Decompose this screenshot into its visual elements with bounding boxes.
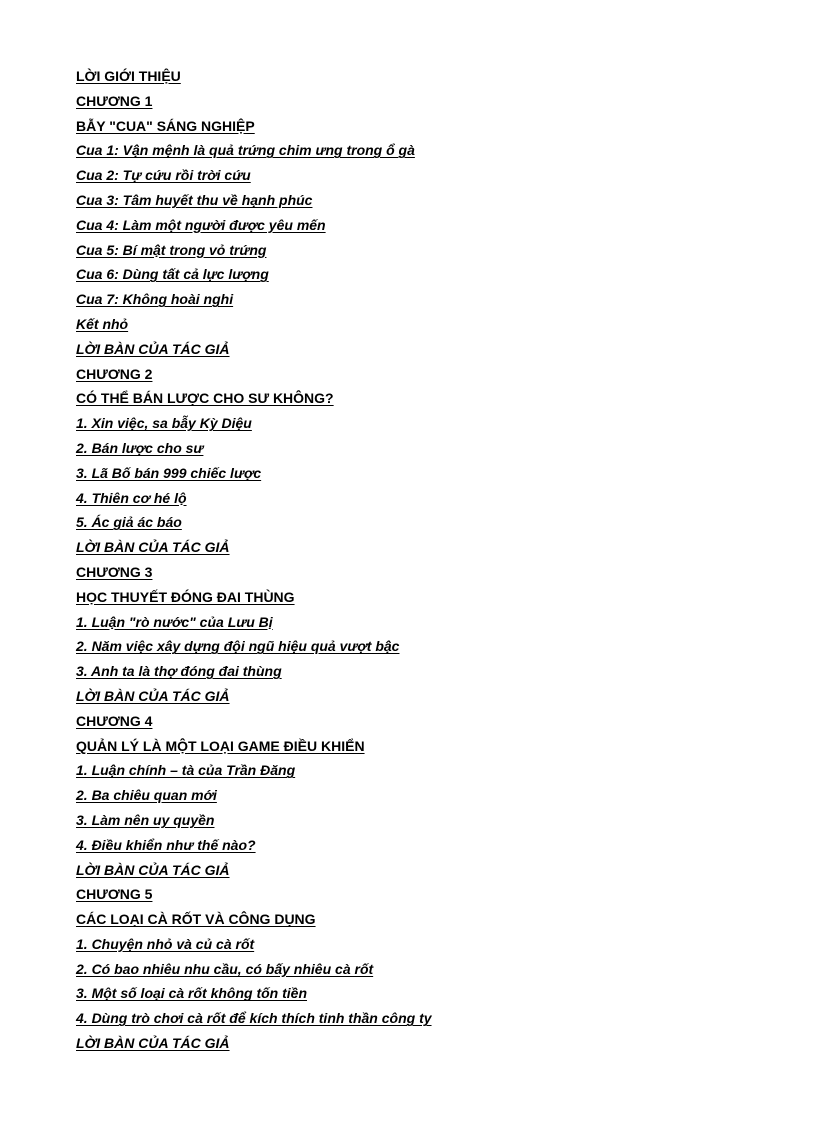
toc-link[interactable]: 2. Bán lược cho sư bbox=[76, 439, 204, 456]
toc-entry bbox=[76, 858, 432, 883]
toc-entry bbox=[76, 932, 432, 957]
toc-entry bbox=[76, 907, 432, 932]
toc-link[interactable]: 1. Luận chính – tà của Trần Đăng bbox=[76, 762, 296, 779]
toc-entry bbox=[76, 684, 432, 709]
toc-entry bbox=[76, 213, 432, 238]
toc-entry bbox=[76, 64, 432, 89]
toc-entry bbox=[76, 882, 432, 907]
toc-link[interactable]: 3. Lã Bố bán 999 chiếc lược bbox=[76, 464, 262, 481]
toc-link[interactable]: 3. Một số loại cà rốt không tốn tiền bbox=[76, 985, 308, 1002]
toc-link[interactable]: CÓ THỂ BÁN LƯỢC CHO SƯ KHÔNG? bbox=[76, 390, 334, 407]
toc-entry bbox=[76, 461, 432, 486]
toc-link[interactable]: 3. Làm nên uy quyền bbox=[76, 811, 215, 828]
toc-link[interactable]: 2. Có bao nhiêu nhu cầu, có bấy nhiêu cà rốt bbox=[76, 960, 374, 977]
toc-entry bbox=[76, 262, 432, 287]
toc-entry bbox=[76, 808, 432, 833]
toc-link[interactable]: Cua 3: Tâm huyết thu về hạnh phúc bbox=[76, 191, 313, 208]
toc-entry bbox=[76, 957, 432, 982]
toc-link[interactable]: LỜI BÀN CỦA TÁC GIẢ bbox=[76, 861, 230, 878]
toc-entry bbox=[76, 436, 432, 461]
toc-entry bbox=[76, 758, 432, 783]
toc-link[interactable]: LỜI GIỚI THIỆU bbox=[76, 68, 181, 84]
toc-link[interactable]: 2. Năm việc xây dựng đội ngũ hiệu quả vượt bậc bbox=[76, 638, 400, 655]
toc-entry bbox=[76, 1006, 432, 1031]
toc-link[interactable]: LỜI BÀN CỦA TÁC GIẢ bbox=[76, 687, 230, 704]
toc-link[interactable]: LỜI BÀN CỦA TÁC GIẢ bbox=[76, 1035, 230, 1052]
toc-link[interactable]: Cua 2: Tự cứu rồi trời cứu bbox=[76, 167, 251, 184]
toc-link[interactable]: Cua 5: Bí mật trong vỏ trứng bbox=[76, 241, 267, 258]
toc-link[interactable]: CHƯƠNG 1 bbox=[76, 92, 153, 109]
toc-entry bbox=[76, 163, 432, 188]
toc-link[interactable]: 1. Xin việc, sa bẫy Kỳ Diệu bbox=[76, 415, 252, 432]
toc-entry bbox=[76, 238, 432, 263]
toc-link[interactable]: 5. Ác giả ác báo bbox=[76, 514, 182, 531]
toc-link[interactable]: CÁC LOẠI CÀ RỐT VÀ CÔNG DỤNG bbox=[76, 911, 316, 928]
toc-link[interactable]: LỜI BÀN CỦA TÁC GIẢ bbox=[76, 539, 230, 556]
toc-entry bbox=[76, 337, 432, 362]
toc-link[interactable]: Cua 1: Vận mệnh là quả trứng chim ưng trong ổ gà bbox=[76, 142, 415, 159]
toc-entry bbox=[76, 981, 432, 1006]
toc-link[interactable]: CHƯƠNG 5 bbox=[76, 886, 153, 903]
toc-entry bbox=[76, 783, 432, 808]
toc-entry bbox=[76, 560, 432, 585]
toc-entry bbox=[76, 138, 432, 163]
toc-link[interactable]: Cua 6: Dùng tất cả lực lượng bbox=[76, 266, 269, 283]
toc-entry bbox=[76, 114, 432, 139]
toc-entry bbox=[76, 486, 432, 511]
toc-link[interactable]: 4. Thiên cơ hé lộ bbox=[76, 489, 187, 506]
toc-entry bbox=[76, 634, 432, 659]
toc-entry bbox=[76, 1031, 432, 1056]
toc-entry bbox=[76, 833, 432, 858]
toc-entry bbox=[76, 709, 432, 734]
toc-entry bbox=[76, 659, 432, 684]
toc-link[interactable]: CHƯƠNG 4 bbox=[76, 712, 153, 729]
toc-link[interactable]: LỜI BÀN CỦA TÁC GIẢ bbox=[76, 340, 230, 357]
toc-entry bbox=[76, 734, 432, 759]
toc-entry bbox=[76, 89, 432, 114]
toc-link[interactable]: CHƯƠNG 2 bbox=[76, 365, 153, 382]
toc-link[interactable]: Cua 4: Làm một người được yêu mến bbox=[76, 216, 326, 233]
toc-entry bbox=[76, 362, 432, 387]
toc-entry bbox=[76, 188, 432, 213]
toc-entry bbox=[76, 535, 432, 560]
toc-link[interactable]: CHƯƠNG 3 bbox=[76, 563, 153, 580]
toc-link[interactable]: HỌC THUYẾT ĐÓNG ĐAI THÙNG bbox=[76, 588, 295, 605]
toc-link[interactable]: 4. Điều khiển như thế nào? bbox=[76, 836, 256, 853]
toc-entry bbox=[76, 312, 432, 337]
toc-link[interactable]: QUẢN LÝ LÀ MỘT LOẠI GAME ĐIỀU KHIỂN bbox=[76, 737, 365, 754]
toc-entry bbox=[76, 411, 432, 436]
toc-entry bbox=[76, 610, 432, 635]
toc-link[interactable]: 4. Dùng trò chơi cà rốt để kích thích tinh thần công ty bbox=[76, 1010, 432, 1027]
toc-entry bbox=[76, 510, 432, 535]
toc-entry bbox=[76, 287, 432, 312]
toc-link[interactable]: 1. Luận "rò nước" của Lưu Bị bbox=[76, 613, 273, 630]
toc-link[interactable]: 1. Chuyện nhỏ và củ cà rốt bbox=[76, 935, 255, 952]
toc-link[interactable]: Kết nhỏ bbox=[76, 315, 129, 332]
toc-entry bbox=[76, 386, 432, 411]
toc-link[interactable]: 2. Ba chiêu quan mới bbox=[76, 787, 217, 804]
table-of-contents bbox=[76, 64, 432, 1056]
toc-link[interactable]: Cua 7: Không hoài nghi bbox=[76, 291, 234, 308]
toc-link[interactable]: 3. Anh ta là thợ đóng đai thùng bbox=[76, 663, 282, 680]
toc-entry bbox=[76, 585, 432, 610]
toc-link[interactable]: BẪY "CUA" SÁNG NGHIỆP bbox=[76, 117, 255, 134]
